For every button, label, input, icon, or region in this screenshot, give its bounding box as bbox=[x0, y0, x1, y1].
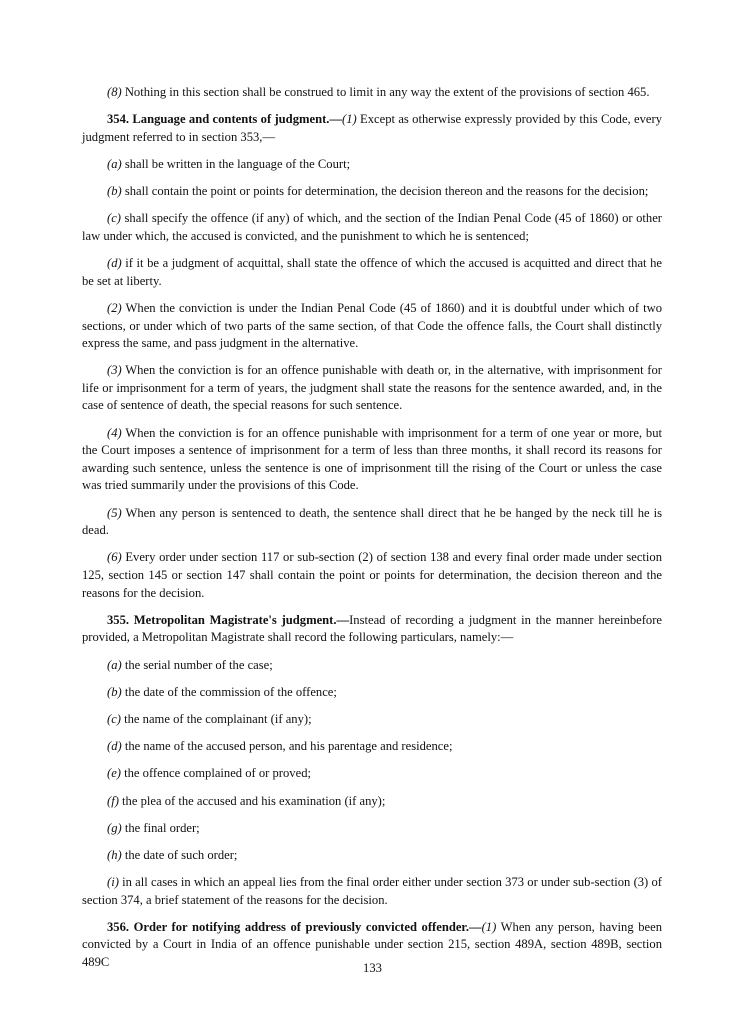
clause-item bbox=[107, 657, 662, 675]
clause-item bbox=[82, 210, 662, 245]
clause-marker: (6) bbox=[107, 550, 122, 565]
clause-marker: (4) bbox=[107, 425, 122, 440]
clause-text: When the conviction is for an offence punishable with imprisonment for a term of one year or more, but the Court imposes a sentence of imprisonment for a term of less than three months, it shall record its reasons for awarding such sentence, unless the sentence is one of imprisonment till the rising of the Court or unless the case was tried summarily under the provisions of this Code. bbox=[82, 425, 662, 493]
sub-section-paragraph bbox=[82, 84, 662, 102]
section-paragraph bbox=[82, 612, 662, 647]
clause-text: Except as otherwise expressly provided by this Code, every judgment referred to in section 353,— bbox=[82, 112, 662, 144]
clause-item bbox=[107, 183, 662, 201]
clause-text: Instead of recording a judgment in the manner hereinbefore provided, a Metropolitan Magistrate shall record the following particulars, namely:— bbox=[82, 612, 663, 645]
clause-marker: (i) bbox=[107, 875, 119, 890]
clause-marker: (d) bbox=[107, 256, 122, 271]
clause-text: the name of the accused person, and his parentage and residence; bbox=[121, 739, 453, 754]
sub-section-paragraph bbox=[82, 362, 662, 415]
clause-marker: (3) bbox=[107, 363, 122, 378]
section-dash: — bbox=[329, 112, 343, 127]
page-number: 133 bbox=[363, 961, 382, 975]
clause-marker: (b) bbox=[107, 684, 122, 699]
clause-marker: (1) bbox=[342, 112, 357, 127]
clause-text: shall be written in the language of the Court; bbox=[121, 156, 351, 171]
clause-text: the final order; bbox=[121, 820, 200, 835]
clause-text: Every order under section 117 or sub-section (2) of section 138 and every final order made under section 125, section 145 or section 147 shall contain the point or points for determination, the decision thereon and the reasons for the decision. bbox=[82, 550, 662, 600]
clause-marker: (g) bbox=[107, 820, 122, 835]
clause-item bbox=[107, 847, 662, 865]
section-heading: 356. Order for notifying address of previously convicted offender. bbox=[107, 919, 469, 934]
sub-section-paragraph bbox=[82, 300, 662, 353]
clause-item bbox=[107, 820, 662, 838]
sub-section-paragraph bbox=[82, 425, 662, 495]
clause-item bbox=[107, 793, 662, 811]
clause-marker: (a) bbox=[107, 156, 122, 171]
clause-marker: (h) bbox=[107, 847, 122, 862]
clause-text: shall contain the point or points for determination, the decision thereon and the reasons for the decision; bbox=[121, 184, 649, 199]
clause-marker: (d) bbox=[107, 739, 122, 754]
clause-item bbox=[107, 765, 662, 783]
clause-item bbox=[107, 738, 662, 756]
section-heading: 354. Language and contents of judgment. bbox=[107, 112, 330, 127]
clause-text: in all cases in which an appeal lies from the final order either under section 373 or under sub-section (3) of section 374, a brief statement of the reasons for the decision. bbox=[82, 875, 662, 907]
clause-text: the date of the commission of the offence; bbox=[121, 684, 337, 699]
clause-text: the offence complained of or proved; bbox=[120, 766, 311, 781]
clause-text: When the conviction is under the Indian Penal Code (45 of 1860) and it is doubtful under which of two sections, or under which of two parts of the same section, of that Code the offence falls, the Court shall distinctly express the same, and pass judgment in the alternative. bbox=[82, 300, 662, 351]
clause-text: the plea of the accused and his examination (if any); bbox=[118, 793, 386, 808]
clause-item bbox=[82, 874, 662, 909]
clause-marker: (c) bbox=[107, 211, 121, 226]
clause-text: Nothing in this section shall be construed to limit in any way the extent of the provisions of section 465. bbox=[121, 85, 650, 99]
sub-section-paragraph bbox=[82, 505, 662, 540]
clause-text: if it be a judgment of acquittal, shall state the offence of which the accused is acquitted and direct that he be set at liberty. bbox=[82, 256, 662, 288]
clause-text: When any person, having been convicted by a Court in India of an offence punishable under section 215, section 489A, section 489B, section 489C bbox=[82, 919, 662, 970]
section-dash: — bbox=[469, 919, 482, 934]
clause-marker: (1) bbox=[481, 919, 497, 934]
clause-marker: (c) bbox=[107, 711, 121, 726]
clause-marker: (8) bbox=[107, 85, 122, 99]
clause-marker: (b) bbox=[107, 184, 122, 199]
clause-marker: (2) bbox=[107, 300, 122, 315]
clause-item bbox=[107, 684, 662, 702]
clause-text: the serial number of the case; bbox=[121, 657, 273, 672]
section-dash: — bbox=[336, 612, 350, 627]
clause-marker: (e) bbox=[107, 766, 121, 781]
clause-marker: (5) bbox=[107, 505, 122, 520]
clause-marker: (a) bbox=[107, 657, 122, 672]
clause-item bbox=[82, 255, 662, 290]
clause-item bbox=[107, 156, 662, 174]
clause-text: the name of the complainant (if any); bbox=[120, 711, 312, 726]
clause-marker: (f) bbox=[107, 793, 119, 808]
clause-item bbox=[107, 711, 662, 729]
sub-section-paragraph bbox=[82, 549, 662, 602]
section-paragraph bbox=[82, 111, 662, 146]
section-heading: 355. Metropolitan Magistrate's judgment. bbox=[107, 612, 337, 627]
document-body bbox=[82, 84, 662, 981]
clause-text: the date of such order; bbox=[121, 847, 238, 862]
clause-text: When any person is sentenced to death, the sentence shall direct that he be hanged by the neck till he is dead. bbox=[82, 505, 662, 538]
clause-text: shall specify the offence (if any) of which, and the section of the Indian Penal Code (45 of 1860) or other law under which, the accused is convicted, and the punishment to which he is sentenced; bbox=[82, 211, 662, 243]
clause-text: When the conviction is for an offence punishable with death or, in the alternative, with imprisonment for life or imprisonment for a term of years, the judgment shall state the reasons for the sentence awarded, and, in the case of sentence of death, the special reasons for such sentence. bbox=[82, 363, 662, 413]
